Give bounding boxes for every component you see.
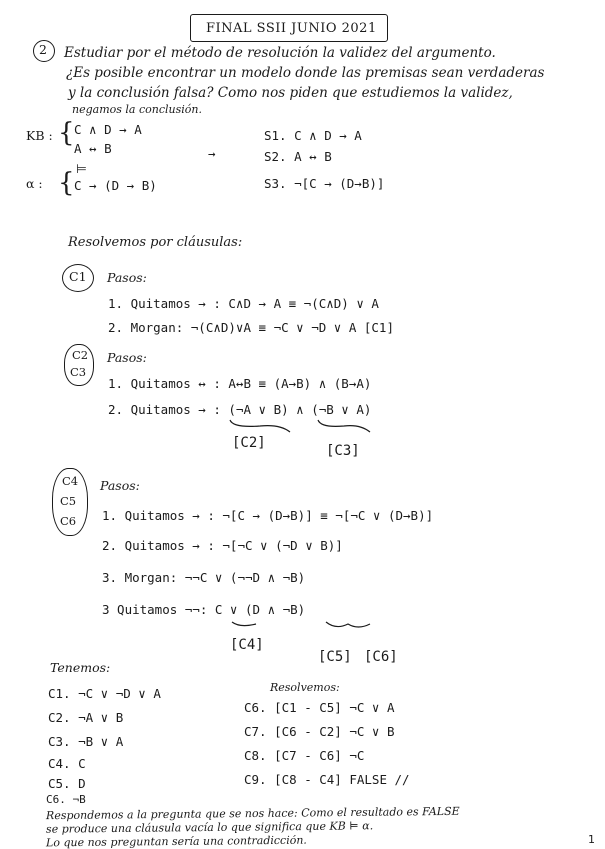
resolvemos-item-4: C9. [C8 - C4] FALSE // xyxy=(244,772,410,787)
c2-label: C2 xyxy=(72,348,89,362)
c456-pasos: Pasos: xyxy=(100,478,140,493)
c1-step-2: 2. Morgan: ¬(C∧D)∨A ≡ ¬C ∨ ¬D ∨ A [C1] xyxy=(108,320,394,335)
tenemos-item-3: C3. ¬B ∨ A xyxy=(48,734,124,749)
alpha-label: α : xyxy=(26,176,43,191)
exercise-number: 2 xyxy=(39,42,47,57)
tenemos-item-6: C6. ¬B xyxy=(46,793,86,806)
s2: S2. A ↔ B xyxy=(264,149,332,164)
entails-symbol: ⊨ xyxy=(76,161,87,176)
c23-step-2: 2. Quitamos → : (¬A ∨ B) ∧ (¬B ∨ A) xyxy=(108,402,372,417)
c23-underbraces xyxy=(220,418,380,434)
c5-tag: [C5] xyxy=(318,649,352,665)
c456-underbraces xyxy=(226,618,396,634)
kb-line-1: C ∧ D → A xyxy=(74,122,142,137)
c456-step-1: 1. Quitamos → : ¬[C → (D→B)] ≡ ¬[¬C ∨ (D→B)] xyxy=(102,508,434,523)
conclusion-line-1: Respondemos a la pregunta que se nos hace: Como el resultado es FALSE xyxy=(45,804,460,823)
page-title: FINAL SSII JUNIO 2021 xyxy=(206,21,377,36)
resolve-heading: Resolvemos por cláusulas: xyxy=(68,235,243,250)
resolvemos-item-2: C7. [C6 - C2] ¬C ∨ B xyxy=(244,724,395,739)
c5-label: C5 xyxy=(60,494,77,508)
resolvemos-item-3: C8. [C7 - C6] ¬C xyxy=(244,748,365,763)
c6-tag: [C6] xyxy=(364,649,398,665)
s1: S1. C ∧ D → A xyxy=(264,128,362,143)
c23-pasos: Pasos: xyxy=(107,350,147,365)
alpha-brace: { xyxy=(58,168,75,198)
c6-label: C6 xyxy=(60,514,77,528)
c4-tag: [C4] xyxy=(230,637,264,653)
s3: S3. ¬[C → (D→B)] xyxy=(264,176,385,191)
c3-label: C3 xyxy=(70,365,87,379)
c456-step-4: 3 Quitamos ¬¬: C ∨ (D ∧ ¬B) xyxy=(102,602,306,617)
conclusion-line-3: Lo que nos preguntan sería una contradicción. xyxy=(45,833,307,849)
page-number: 1 xyxy=(588,833,595,846)
transform-arrow: → xyxy=(208,146,216,161)
intro-line-3: y la conclusión falsa? Como nos piden que estudiemos la validez, xyxy=(68,85,513,101)
c23-step-1: 1. Quitamos ↔ : A↔B ≡ (A→B) ∧ (B→A) xyxy=(108,376,372,391)
c456-step-3: 3. Morgan: ¬¬C ∨ (¬¬D ∧ ¬B) xyxy=(102,570,306,585)
c4-label: C4 xyxy=(62,474,79,488)
intro-line-1: Estudiar por el método de resolución la validez del argumento. xyxy=(64,45,496,61)
tenemos-item-5: C5. D xyxy=(48,776,86,791)
c456-step-2: 2. Quitamos → : ¬[¬C ∨ (¬D ∨ B)] xyxy=(102,538,343,553)
c1-pasos: Pasos: xyxy=(107,270,147,285)
c2-tag: [C2] xyxy=(232,435,266,451)
c1-step-1: 1. Quitamos → : C∧D → A ≡ ¬(C∧D) ∨ A xyxy=(108,296,379,311)
intro-line-4: negamos la conclusión. xyxy=(72,103,202,116)
tenemos-heading: Tenemos: xyxy=(50,660,111,675)
kb-label: KB : xyxy=(26,128,53,143)
c1-label: C1 xyxy=(69,269,87,284)
conclusion-line-2: se produce una cláusula vacía lo que significa que KB ⊨ α. xyxy=(45,819,374,836)
intro-line-2: ¿Es posible encontrar un modelo donde las premisas sean verdaderas xyxy=(66,65,545,81)
kb-brace: { xyxy=(58,118,75,148)
tenemos-item-2: C2. ¬A ∨ B xyxy=(48,710,124,725)
alpha-formula: C → (D → B) xyxy=(74,178,157,193)
tenemos-item-4: C4. C xyxy=(48,756,86,771)
resolvemos-heading: Resolvemos: xyxy=(270,681,340,694)
tenemos-item-1: C1. ¬C ∨ ¬D ∨ A xyxy=(48,686,161,701)
c3-tag: [C3] xyxy=(326,443,360,459)
resolvemos-item-1: C6. [C1 - C5] ¬C ∨ A xyxy=(244,700,395,715)
kb-line-2: A ↔ B xyxy=(74,141,112,156)
